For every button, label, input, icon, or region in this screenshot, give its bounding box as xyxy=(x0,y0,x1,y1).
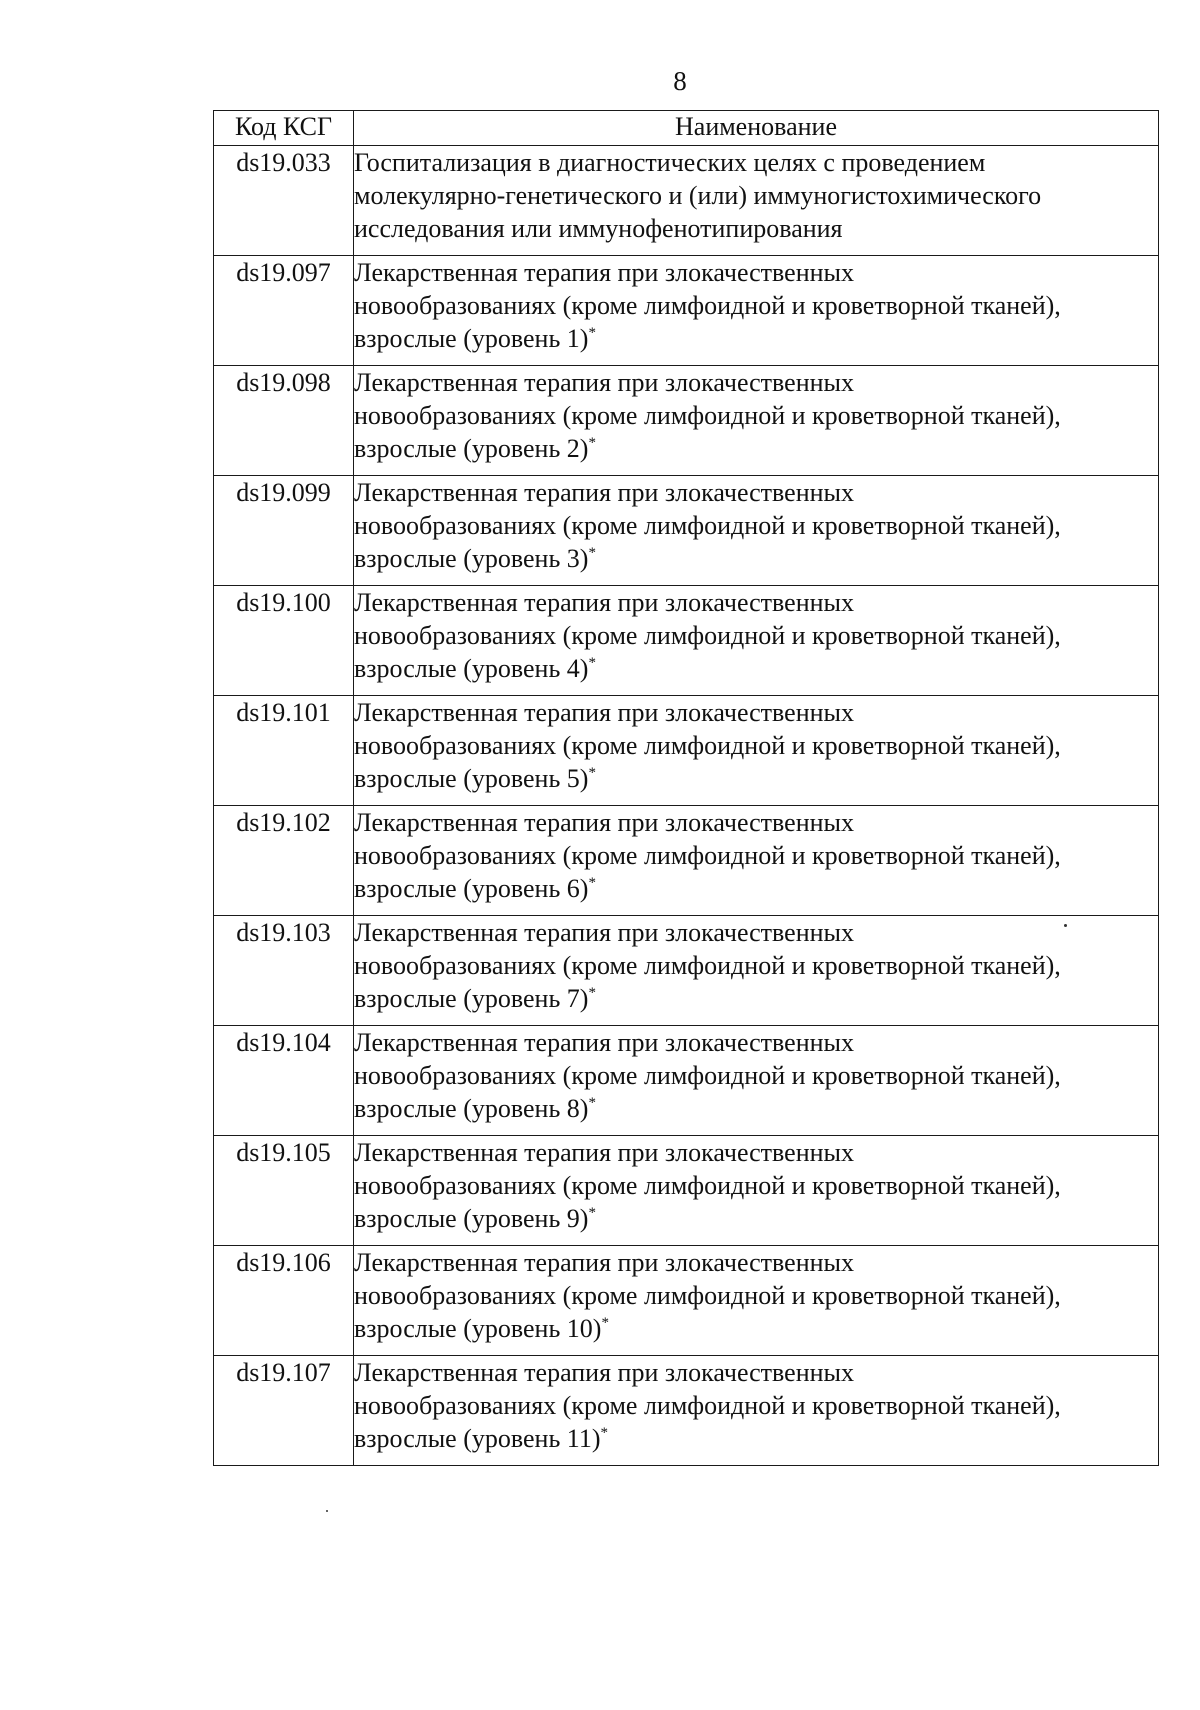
ksg-name-cell xyxy=(354,696,1159,806)
name-line xyxy=(354,256,1158,289)
name-line-text: Лекарственная терапия при злокачественных xyxy=(354,368,854,397)
ksg-name-cell xyxy=(354,366,1159,476)
footnote-marker: * xyxy=(588,875,596,891)
name-line xyxy=(354,1026,1158,1059)
ksg-code-cell: ds19.099 xyxy=(214,476,354,586)
name-line xyxy=(354,872,1158,905)
name-line-text: молекулярно-генетического и (или) иммуногистохимического xyxy=(354,181,1042,210)
name-line xyxy=(354,696,1158,729)
column-header-name: Наименование xyxy=(354,111,1159,146)
ksg-code-cell: ds19.101 xyxy=(214,696,354,806)
name-line-text: Госпитализация в диагностических целях с проведением xyxy=(354,148,986,177)
name-line xyxy=(354,1422,1158,1455)
name-line xyxy=(354,476,1158,509)
table-row xyxy=(214,476,1159,586)
name-line xyxy=(354,949,1158,982)
ksg-code-cell: ds19.033 xyxy=(214,146,354,256)
name-line xyxy=(354,1136,1158,1169)
ksg-code-cell: ds19.105 xyxy=(214,1136,354,1246)
table-row xyxy=(214,1136,1159,1246)
name-line xyxy=(354,1059,1158,1092)
name-line xyxy=(354,619,1158,652)
name-line-text: Лекарственная терапия при злокачественных xyxy=(354,478,854,507)
name-line-text: взрослые (уровень 5) xyxy=(354,764,589,793)
ksg-code-cell: ds19.098 xyxy=(214,366,354,476)
table-row xyxy=(214,586,1159,696)
page-number: 8 xyxy=(673,66,687,96)
table-row xyxy=(214,256,1159,366)
name-line xyxy=(354,212,1158,245)
ksg-name-cell xyxy=(354,256,1159,366)
footnote-marker: * xyxy=(588,1095,596,1111)
name-line-text: новообразованиях (кроме лимфоидной и кроветворной тканей), xyxy=(354,401,1061,430)
name-line-text: Лекарственная терапия при злокачественных xyxy=(354,1028,854,1057)
name-line-text: Лекарственная терапия при злокачественных xyxy=(354,588,854,617)
name-line xyxy=(354,1356,1158,1389)
name-line-text: новообразованиях (кроме лимфоидной и кроветворной тканей), xyxy=(354,1391,1061,1420)
table-row xyxy=(214,1356,1159,1466)
name-line xyxy=(354,982,1158,1015)
name-line-text: новообразованиях (кроме лимфоидной и кроветворной тканей), xyxy=(354,951,1061,980)
name-line-text: взрослые (уровень 3) xyxy=(354,544,589,573)
name-line-text: новообразованиях (кроме лимфоидной и кроветворной тканей), xyxy=(354,731,1061,760)
name-line xyxy=(354,1389,1158,1422)
footnote-marker: * xyxy=(601,1315,609,1331)
name-line-text: взрослые (уровень 11) xyxy=(354,1424,601,1453)
name-line xyxy=(354,542,1158,575)
name-line xyxy=(354,366,1158,399)
footnote-marker: * xyxy=(588,985,596,1001)
name-line xyxy=(354,322,1158,355)
ksg-name-cell xyxy=(354,806,1159,916)
name-line xyxy=(354,432,1158,465)
name-line xyxy=(354,762,1158,795)
scan-speck xyxy=(326,1510,328,1512)
footnote-marker: * xyxy=(588,435,596,451)
ksg-name-cell xyxy=(354,146,1159,256)
name-line-text: взрослые (уровень 7) xyxy=(354,984,589,1013)
table-row xyxy=(214,806,1159,916)
name-line xyxy=(354,1246,1158,1279)
ksg-name-cell xyxy=(354,1356,1159,1466)
table-header-row xyxy=(214,111,1159,146)
name-line-text: новообразованиях (кроме лимфоидной и кроветворной тканей), xyxy=(354,841,1061,870)
ksg-code-cell: ds19.103 xyxy=(214,916,354,1026)
name-line xyxy=(354,1169,1158,1202)
footnote-marker: * xyxy=(600,1425,609,1441)
name-line xyxy=(354,652,1158,685)
name-line-text: исследования или иммунофенотипирования xyxy=(354,214,843,243)
footnote-marker: * xyxy=(588,1205,596,1221)
name-line-text: взрослые (уровень 10) xyxy=(354,1314,602,1343)
name-line xyxy=(354,399,1158,432)
name-line-text: взрослые (уровень 6) xyxy=(354,874,589,903)
ksg-name-cell xyxy=(354,586,1159,696)
name-line xyxy=(354,289,1158,322)
ksg-code-cell: ds19.107 xyxy=(214,1356,354,1466)
ksg-name-cell xyxy=(354,1246,1159,1356)
name-line xyxy=(354,179,1158,212)
ksg-table xyxy=(213,110,1159,1466)
ksg-code-cell: ds19.100 xyxy=(214,586,354,696)
name-line xyxy=(354,1202,1158,1235)
name-line xyxy=(354,1312,1158,1345)
table-row xyxy=(214,916,1159,1026)
table-row xyxy=(214,1026,1159,1136)
table-row xyxy=(214,1246,1159,1356)
scan-speck xyxy=(1064,924,1067,927)
name-line-text: новообразованиях (кроме лимфоидной и кроветворной тканей), xyxy=(354,1061,1061,1090)
footnote-marker: * xyxy=(588,545,596,561)
ksg-name-cell xyxy=(354,916,1159,1026)
name-line-text: Лекарственная терапия при злокачественных xyxy=(354,698,854,727)
footnote-marker: * xyxy=(588,655,596,671)
name-line-text: взрослые (уровень 9) xyxy=(354,1204,589,1233)
name-line-text: взрослые (уровень 4) xyxy=(354,654,589,683)
name-line-text: Лекарственная терапия при злокачественных xyxy=(354,258,854,287)
name-line xyxy=(354,146,1158,179)
table-row xyxy=(214,146,1159,256)
name-line-text: Лекарственная терапия при злокачественных xyxy=(354,808,854,837)
name-line-text: Лекарственная терапия при злокачественных xyxy=(354,1138,854,1167)
name-line-text: новообразованиях (кроме лимфоидной и кроветворной тканей), xyxy=(354,1281,1061,1310)
footnote-marker: * xyxy=(588,325,596,341)
name-line-text: Лекарственная терапия при злокачественных xyxy=(354,918,854,947)
name-line-text: взрослые (уровень 1) xyxy=(354,324,589,353)
ksg-code-cell: ds19.104 xyxy=(214,1026,354,1136)
name-line-text: новообразованиях (кроме лимфоидной и кроветворной тканей), xyxy=(354,511,1061,540)
ksg-name-cell xyxy=(354,476,1159,586)
column-header-code: Код КСГ xyxy=(214,111,354,146)
name-line-text: новообразованиях (кроме лимфоидной и кроветворной тканей), xyxy=(354,621,1061,650)
name-line-text: Лекарственная терапия при злокачественных xyxy=(354,1358,854,1387)
ksg-code-cell: ds19.097 xyxy=(214,256,354,366)
name-line-text: взрослые (уровень 2) xyxy=(354,434,589,463)
ksg-code-cell: ds19.102 xyxy=(214,806,354,916)
name-line xyxy=(354,839,1158,872)
name-line xyxy=(354,586,1158,619)
name-line-text: Лекарственная терапия при злокачественных xyxy=(354,1248,854,1277)
name-line xyxy=(354,1279,1158,1312)
name-line-text: новообразованиях (кроме лимфоидной и кроветворной тканей), xyxy=(354,291,1061,320)
name-line xyxy=(354,509,1158,542)
name-line xyxy=(354,1092,1158,1125)
name-line-text: взрослые (уровень 8) xyxy=(354,1094,589,1123)
table-row xyxy=(214,366,1159,476)
ksg-code-cell: ds19.106 xyxy=(214,1246,354,1356)
table-row xyxy=(214,696,1159,806)
name-line xyxy=(354,729,1158,762)
name-line xyxy=(354,806,1158,839)
ksg-name-cell xyxy=(354,1136,1159,1246)
ksg-name-cell xyxy=(354,1026,1159,1136)
name-line-text: новообразованиях (кроме лимфоидной и кроветворной тканей), xyxy=(354,1171,1061,1200)
footnote-marker: * xyxy=(588,765,596,781)
table-body xyxy=(214,146,1159,1466)
name-line xyxy=(354,916,1158,949)
